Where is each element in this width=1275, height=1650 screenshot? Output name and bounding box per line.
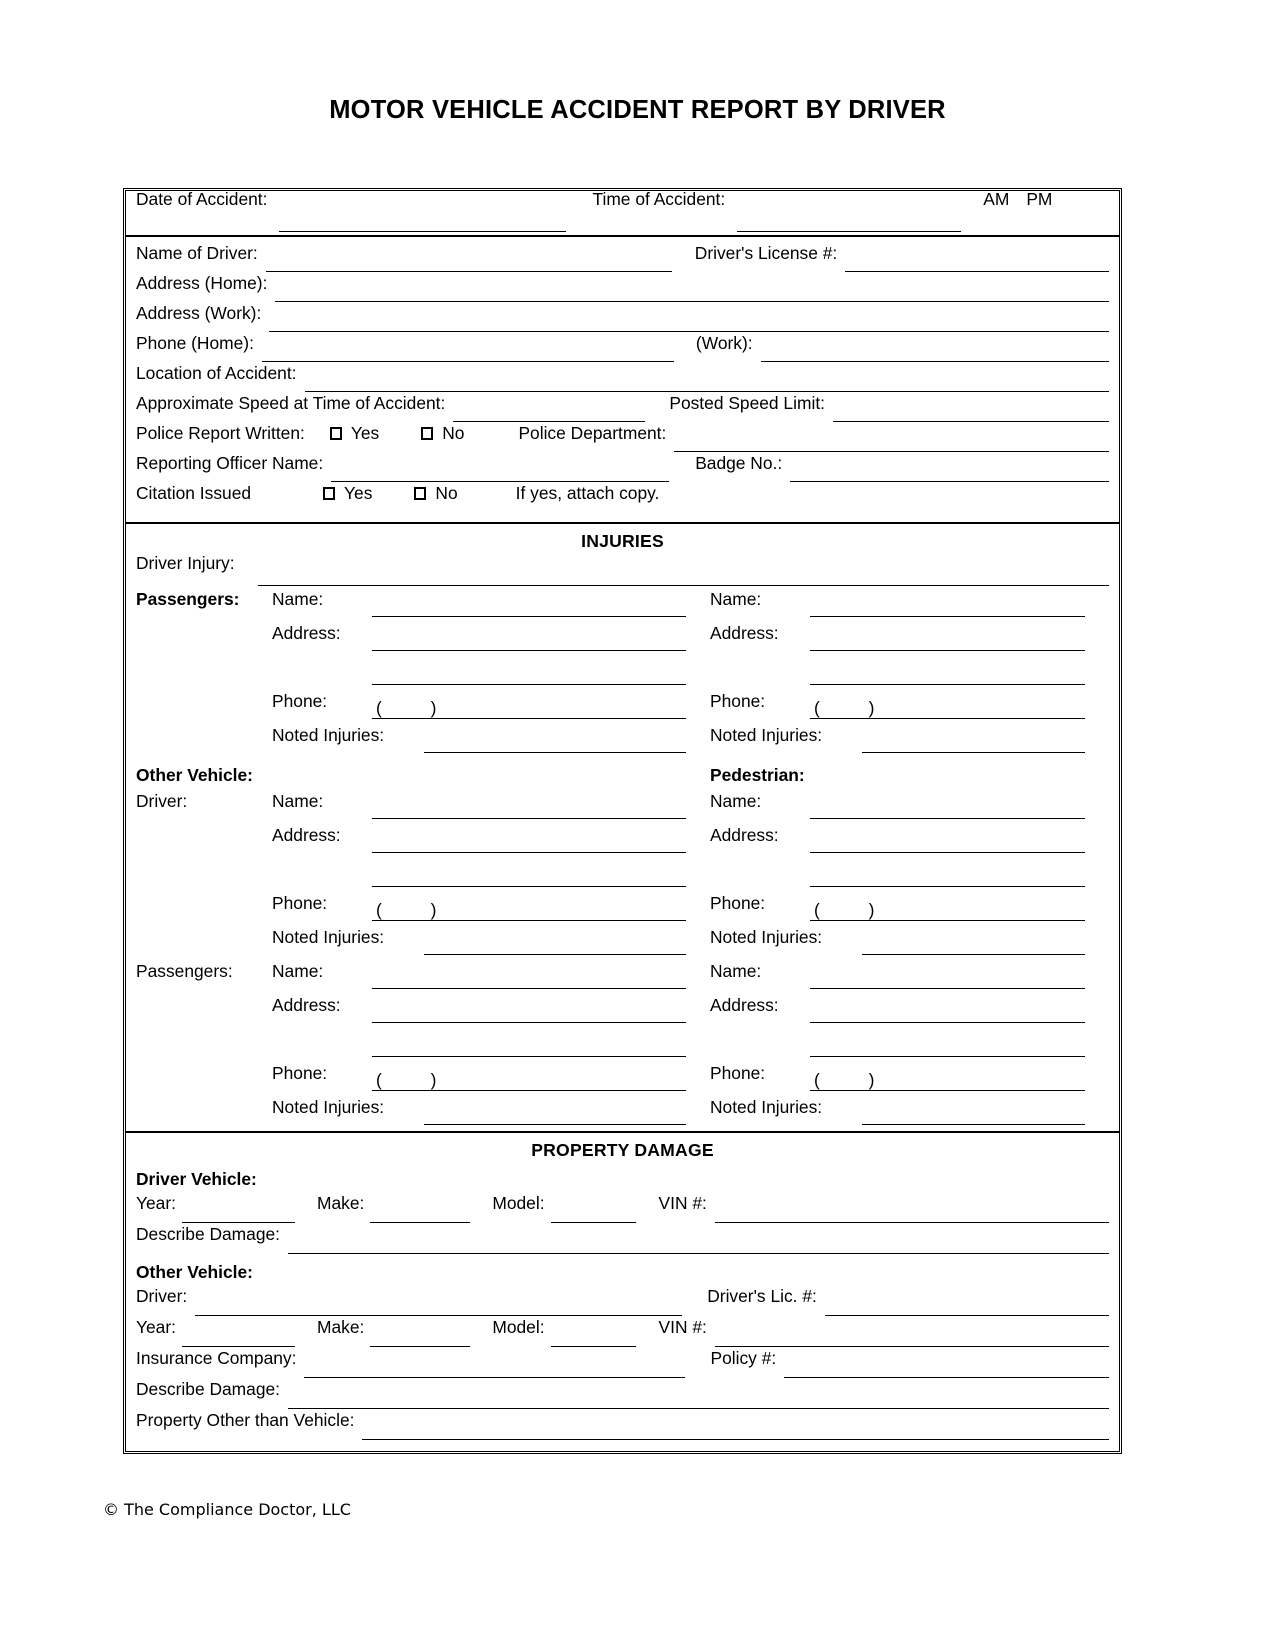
row-otherdriver-name — [272, 791, 710, 825]
reporting-officer-label: Reporting Officer Name: — [136, 453, 324, 473]
row-passenger2-injuries — [710, 725, 1109, 759]
pedestrian-address-label: Address: — [710, 825, 779, 845]
property-other-input[interactable] — [362, 1425, 1109, 1440]
row-passenger4-phone — [710, 1063, 1109, 1097]
row-otherdriver-phone — [272, 893, 710, 927]
passenger3-noted-injuries-label: Noted Injuries: — [272, 1097, 385, 1117]
other-vehicle-damage-input[interactable] — [288, 1394, 1109, 1409]
row-passenger2-address-cont — [710, 657, 1109, 691]
driver-vehicle-vin-label: VIN #: — [658, 1193, 707, 1213]
row-driver-injury — [136, 555, 1109, 589]
other-vehicle-lic-input[interactable] — [825, 1301, 1109, 1316]
other-vehicle-driver-input[interactable] — [195, 1301, 682, 1316]
passengers-driver-vehicle-block — [136, 589, 1109, 759]
location-of-accident-label: Location of Accident: — [136, 363, 297, 383]
otherdriver-phone-label: Phone: — [272, 893, 328, 913]
other-vehicle-driver-block — [136, 791, 1109, 961]
row-driver-vehicle-specs — [136, 1195, 1109, 1226]
passenger4-address-input-2[interactable] — [810, 1042, 1085, 1057]
otherdriver-name-label: Name: — [272, 791, 324, 811]
driver-vehicle-year-label: Year: — [136, 1193, 176, 1213]
police-report-written-label: Police Report Written: — [136, 423, 305, 443]
otherdriver-noted-injuries-label: Noted Injuries: — [272, 927, 385, 947]
address-home-input[interactable] — [275, 287, 1109, 302]
police-report-yes-checkbox[interactable] — [330, 427, 342, 440]
row-address-work — [136, 305, 1109, 335]
am-label[interactable]: AM — [983, 189, 1010, 209]
passenger3-address-label: Address: — [272, 995, 341, 1015]
passengers-other-vehicle-block — [136, 961, 1109, 1131]
passenger4-name-label: Name: — [710, 961, 762, 981]
approximate-speed-label: Approximate Speed at Time of Accident: — [136, 393, 446, 413]
pedestrian-address-input[interactable] — [810, 838, 1085, 853]
drivers-license-input[interactable] — [845, 257, 1109, 272]
row-pedestrian-address-cont — [710, 859, 1109, 893]
citation-note: If yes, attach copy. — [515, 483, 660, 503]
row-passenger1-address-cont — [272, 657, 710, 691]
row-insurance — [136, 1350, 1109, 1381]
row-pedestrian-phone — [710, 893, 1109, 927]
row-passenger1-name — [272, 589, 710, 623]
other-driver-label: Driver: — [136, 791, 188, 811]
otherdriver-address-input[interactable] — [372, 838, 686, 853]
section-property-damage — [126, 1133, 1119, 1451]
row-passenger3-phone — [272, 1063, 710, 1097]
approximate-speed-input[interactable] — [453, 407, 645, 422]
passenger1-noted-injuries-input[interactable] — [424, 738, 686, 753]
phone-work-label: (Work): — [695, 333, 753, 353]
time-of-accident-input[interactable] — [737, 217, 961, 232]
property-other-label: Property Other than Vehicle: — [136, 1410, 355, 1430]
row-passenger2-address — [710, 623, 1109, 657]
insurance-company-label: Insurance Company: — [136, 1348, 297, 1368]
insurance-company-input[interactable] — [304, 1363, 685, 1378]
driver-vehicle-vin-input[interactable] — [715, 1208, 1109, 1223]
row-citation — [136, 485, 1109, 515]
pedestrian-noted-injuries-label: Noted Injuries: — [710, 927, 823, 947]
row-passenger1-phone — [272, 691, 710, 725]
passenger1-address-input-2[interactable] — [372, 670, 686, 685]
police-department-label: Police Department: — [518, 423, 667, 443]
injuries-heading: INJURIES — [581, 531, 664, 551]
row-otherdriver-address-cont — [272, 859, 710, 893]
pedestrian-name-label: Name: — [710, 791, 762, 811]
driver-vehicle-label: Driver Vehicle: — [136, 1169, 257, 1189]
driver-vehicle-model-input[interactable] — [551, 1208, 636, 1223]
row-passenger1-injuries — [272, 725, 710, 759]
citation-no-checkbox[interactable] — [414, 487, 426, 500]
posted-speed-limit-input[interactable] — [833, 407, 1109, 422]
row-driver-name — [136, 245, 1109, 275]
other-vehicle-damage-label: Describe Damage: — [136, 1379, 281, 1399]
passenger1-phone-input[interactable] — [372, 698, 686, 719]
phone-parens: ( ) — [814, 697, 897, 718]
police-report-yes-label: Yes — [350, 423, 380, 443]
row-other-vehicle-driver — [136, 1288, 1109, 1319]
passenger1-address-input[interactable] — [372, 636, 686, 651]
passenger1-phone-label: Phone: — [272, 691, 328, 711]
other-vehicle-model-label: Model: — [492, 1317, 545, 1337]
section-accident-datetime — [126, 191, 1119, 237]
row-otherdriver-address — [272, 825, 710, 859]
row-other-vehicle-specs — [136, 1319, 1109, 1350]
other-vehicle-label: Other Vehicle: — [136, 764, 253, 785]
page-title: MOTOR VEHICLE ACCIDENT REPORT BY DRIVER — [329, 96, 946, 124]
passenger2-phone-input[interactable] — [810, 698, 1085, 719]
police-report-no-checkbox[interactable] — [421, 427, 433, 440]
passenger4-noted-injuries-label: Noted Injuries: — [710, 1097, 823, 1117]
otherdriver-phone-input[interactable] — [372, 900, 686, 921]
name-of-driver-input[interactable] — [266, 257, 672, 272]
driver-vehicle-year-input[interactable] — [182, 1208, 295, 1223]
passenger4-address-input[interactable] — [810, 1008, 1085, 1023]
driver-vehicle-damage-label: Describe Damage: — [136, 1224, 281, 1244]
passenger2-address-input[interactable] — [810, 636, 1085, 651]
copyright-footer: © The Compliance Doctor, LLC — [103, 1500, 351, 1519]
phone-parens: ( ) — [376, 899, 459, 920]
driver-vehicle-model-label: Model: — [492, 1193, 545, 1213]
name-of-driver-label: Name of Driver: — [136, 243, 258, 263]
pedestrian-label: Pedestrian: — [710, 764, 805, 785]
row-otherdriver-injuries — [272, 927, 710, 961]
policy-no-input[interactable] — [784, 1363, 1109, 1378]
time-of-accident-label: Time of Accident: — [592, 189, 726, 209]
section-injuries — [126, 524, 1119, 1133]
row-other-vehicle-pedestrian-headers — [136, 759, 1109, 791]
address-home-label: Address (Home): — [136, 273, 268, 293]
otherdriver-name-input[interactable] — [372, 804, 686, 819]
row-passenger3-address-cont — [272, 1029, 710, 1063]
row-phone — [136, 335, 1109, 365]
phone-parens: ( ) — [814, 899, 897, 920]
passenger4-phone-input[interactable] — [810, 1070, 1085, 1091]
row-date-time — [136, 191, 1109, 235]
row-pedestrian-name — [710, 791, 1109, 825]
row-officer — [136, 455, 1109, 485]
address-work-input[interactable] — [269, 317, 1109, 332]
passenger4-phone-label: Phone: — [710, 1063, 766, 1083]
other-vehicle-make-input[interactable] — [370, 1332, 470, 1347]
row-speed — [136, 395, 1109, 425]
passenger1-address-label: Address: — [272, 623, 341, 643]
driver-injury-input[interactable] — [258, 571, 1109, 586]
badge-no-label: Badge No.: — [695, 453, 783, 473]
row-pedestrian-address — [710, 825, 1109, 859]
otherdriver-address-label: Address: — [272, 825, 341, 845]
other-vehicle-vin-input[interactable] — [715, 1332, 1109, 1347]
phone-parens: ( ) — [814, 1069, 897, 1090]
citation-yes-checkbox[interactable] — [323, 487, 335, 500]
drivers-license-label: Driver's License #: — [694, 243, 838, 263]
citation-yes-label: Yes — [344, 483, 373, 503]
phone-home-input[interactable] — [262, 347, 674, 362]
policy-no-label: Policy #: — [710, 1348, 777, 1368]
row-pedestrian-injuries — [710, 927, 1109, 961]
property-damage-heading: PROPERTY DAMAGE — [531, 1140, 714, 1160]
otherdriver-noted-injuries-input[interactable] — [424, 940, 686, 955]
location-of-accident-input[interactable] — [305, 377, 1110, 392]
other-vehicle-driver-label: Driver: — [136, 1286, 188, 1306]
phone-work-input[interactable] — [761, 347, 1109, 362]
passenger1-name-input[interactable] — [372, 602, 686, 617]
row-passenger3-injuries — [272, 1097, 710, 1131]
other-vehicle-year-label: Year: — [136, 1317, 176, 1337]
date-of-accident-input[interactable] — [279, 217, 566, 232]
driver-vehicle-make-label: Make: — [316, 1193, 365, 1213]
row-passenger1-address — [272, 623, 710, 657]
passenger2-address-input-2[interactable] — [810, 670, 1085, 685]
row-passenger3-name — [272, 961, 710, 995]
phone-parens: ( ) — [376, 1069, 459, 1090]
driver-injury-label: Driver Injury: — [136, 553, 235, 573]
row-passenger4-address — [710, 995, 1109, 1029]
badge-no-input[interactable] — [790, 467, 1109, 482]
row-passenger2-phone — [710, 691, 1109, 725]
otherdriver-address-input-2[interactable] — [372, 872, 686, 887]
passenger3-name-input[interactable] — [372, 974, 686, 989]
row-passenger4-injuries — [710, 1097, 1109, 1131]
row-other-vehicle-damage — [136, 1381, 1109, 1412]
row-property-other — [136, 1412, 1109, 1443]
address-work-label: Address (Work): — [136, 303, 262, 323]
passenger1-noted-injuries-label: Noted Injuries: — [272, 725, 385, 745]
row-passenger2-name — [710, 589, 1109, 623]
row-driver-vehicle-damage — [136, 1226, 1109, 1257]
passenger3-phone-input[interactable] — [372, 1070, 686, 1091]
police-department-input[interactable] — [674, 437, 1109, 452]
accident-report-form — [123, 188, 1122, 1454]
other-vehicle-lic-label: Driver's Lic. #: — [707, 1286, 817, 1306]
driver-vehicle-damage-input[interactable] — [288, 1239, 1109, 1254]
passenger3-noted-injuries-input[interactable] — [424, 1110, 686, 1125]
passenger4-address-label: Address: — [710, 995, 779, 1015]
passenger4-noted-injuries-input[interactable] — [862, 1110, 1085, 1125]
passengers-label-2: Passengers: — [136, 961, 233, 981]
passenger2-phone-label: Phone: — [710, 691, 766, 711]
row-passenger3-address — [272, 995, 710, 1029]
row-police-report — [136, 425, 1109, 455]
row-location — [136, 365, 1109, 395]
passenger3-address-input-2[interactable] — [372, 1042, 686, 1057]
passenger2-noted-injuries-label: Noted Injuries: — [710, 725, 823, 745]
passenger3-address-input[interactable] — [372, 1008, 686, 1023]
reporting-officer-input[interactable] — [331, 467, 669, 482]
pedestrian-address-input-2[interactable] — [810, 872, 1085, 887]
driver-vehicle-make-input[interactable] — [370, 1208, 470, 1223]
passenger3-phone-label: Phone: — [272, 1063, 328, 1083]
section-driver-details — [126, 237, 1119, 524]
passenger1-name-label: Name: — [272, 589, 324, 609]
passenger2-name-input[interactable] — [810, 602, 1085, 617]
passenger2-name-label: Name: — [710, 589, 762, 609]
phone-home-label: Phone (Home): — [136, 333, 254, 353]
pedestrian-phone-input[interactable] — [810, 900, 1085, 921]
other-vehicle-vin-label: VIN #: — [658, 1317, 707, 1337]
pedestrian-phone-label: Phone: — [710, 893, 766, 913]
other-vehicle-make-label: Make: — [316, 1317, 365, 1337]
police-report-no-label: No — [442, 423, 465, 443]
row-passenger4-name — [710, 961, 1109, 995]
date-of-accident-label: Date of Accident: — [136, 189, 268, 209]
other-vehicle-pd-label: Other Vehicle: — [136, 1262, 253, 1282]
other-vehicle-year-input[interactable] — [182, 1332, 295, 1347]
row-address-home — [136, 275, 1109, 305]
passengers-label-1: Passengers: — [136, 589, 240, 609]
pedestrian-noted-injuries-input[interactable] — [862, 940, 1085, 955]
passenger2-noted-injuries-input[interactable] — [862, 738, 1085, 753]
citation-issued-label: Citation Issued — [136, 483, 252, 503]
pedestrian-name-input[interactable] — [810, 804, 1085, 819]
passenger4-name-input[interactable] — [810, 974, 1085, 989]
pm-label[interactable]: PM — [1026, 189, 1053, 209]
row-passenger4-address-cont — [710, 1029, 1109, 1063]
passenger2-address-label: Address: — [710, 623, 779, 643]
phone-parens: ( ) — [376, 697, 459, 718]
other-vehicle-model-input[interactable] — [551, 1332, 636, 1347]
citation-no-label: No — [435, 483, 458, 503]
passenger3-name-label: Name: — [272, 961, 324, 981]
posted-speed-limit-label: Posted Speed Limit: — [669, 393, 825, 413]
